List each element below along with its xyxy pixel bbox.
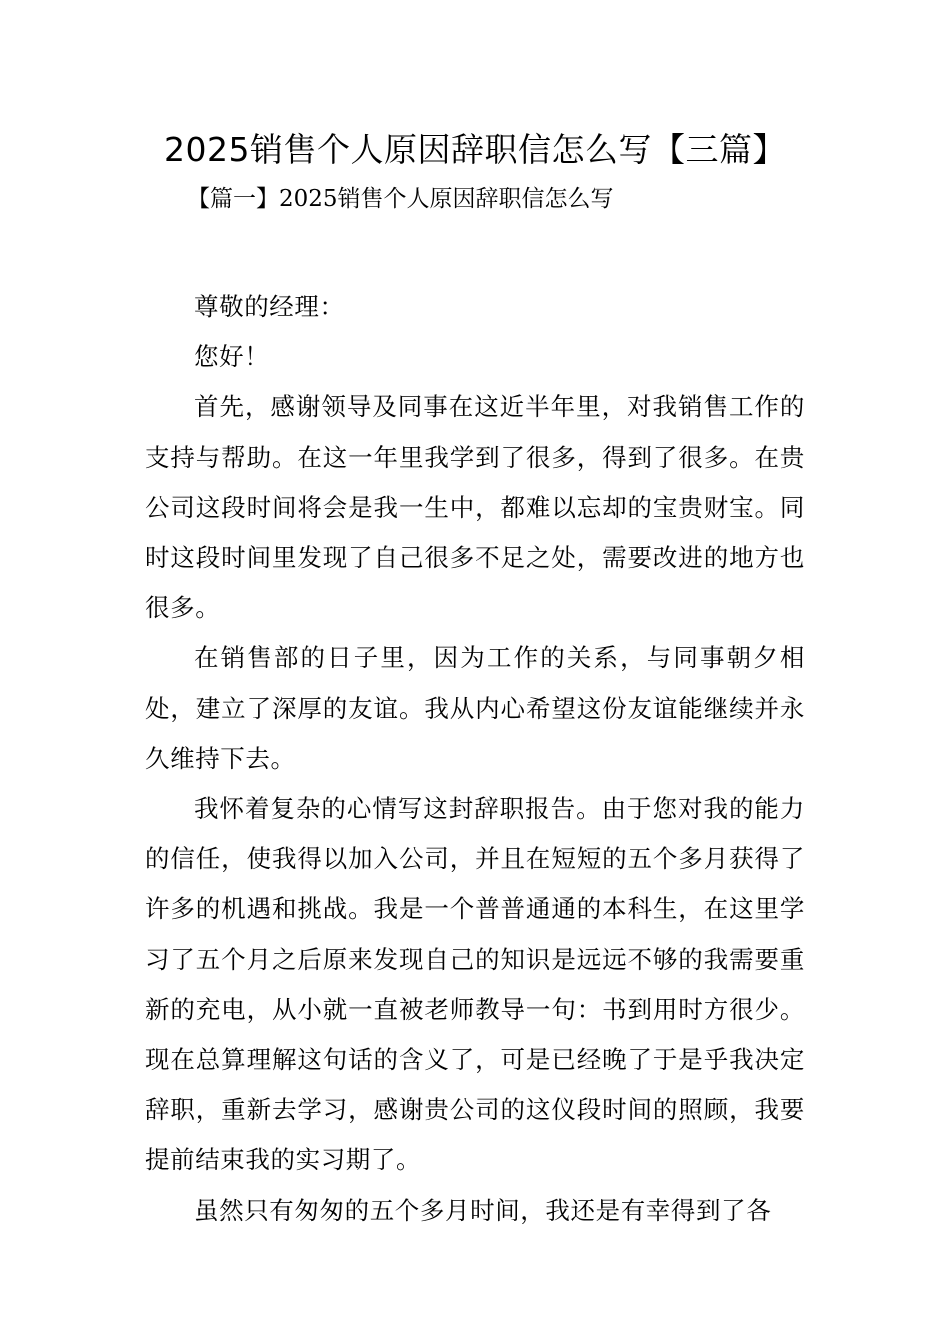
paragraph: 虽然只有匆匆的五个多月时间，我还是有幸得到了各 <box>194 1195 772 1225</box>
paragraph: 首先，感谢领导及同事在这近半年里，对我销售工作的支持与帮助。在这一年里我学到了很多，得到了很多。在贵公司这段时间将会是我一生中，都难以忘却的宝贵财宝。同时这段时间里发现了自己很多不足之处，需要改进的地方也很多。 <box>145 392 805 623</box>
paragraph: 我怀着复杂的心情写这封辞职报告。由于您对我的能力的信任，使我得以加入公司，并且在短短的五个多月获得了许多的机遇和挑战。我是一个普普通通的本科生，在这里学习了五个月之后原来发现自己的知识是远远不够的我需要重新的充电，从小就一直被老师教导一句：书到用时方很少。现在总算理解这句话的含义了，可是已经晚了于是乎我决定辞职，重新去学习，感谢贵公司的这仪段时间的照顾，我要提前结束我的实习期了。 <box>145 794 805 1175</box>
paragraph: 在销售部的日子里，因为工作的关系，与同事朝夕相处，建立了深厚的友谊。我从内心希望这份友谊能继续并永久维持下去。 <box>145 643 805 773</box>
greeting: 您好！ <box>194 342 270 372</box>
document-title: 2025销售个人原因辞职信怎么写【三篇】 <box>164 130 786 169</box>
letter-body <box>145 282 805 1236</box>
section-heading: 【篇一】2025销售个人原因辞职信怎么写 <box>187 186 614 212</box>
salutation: 尊敬的经理： <box>194 292 345 321</box>
